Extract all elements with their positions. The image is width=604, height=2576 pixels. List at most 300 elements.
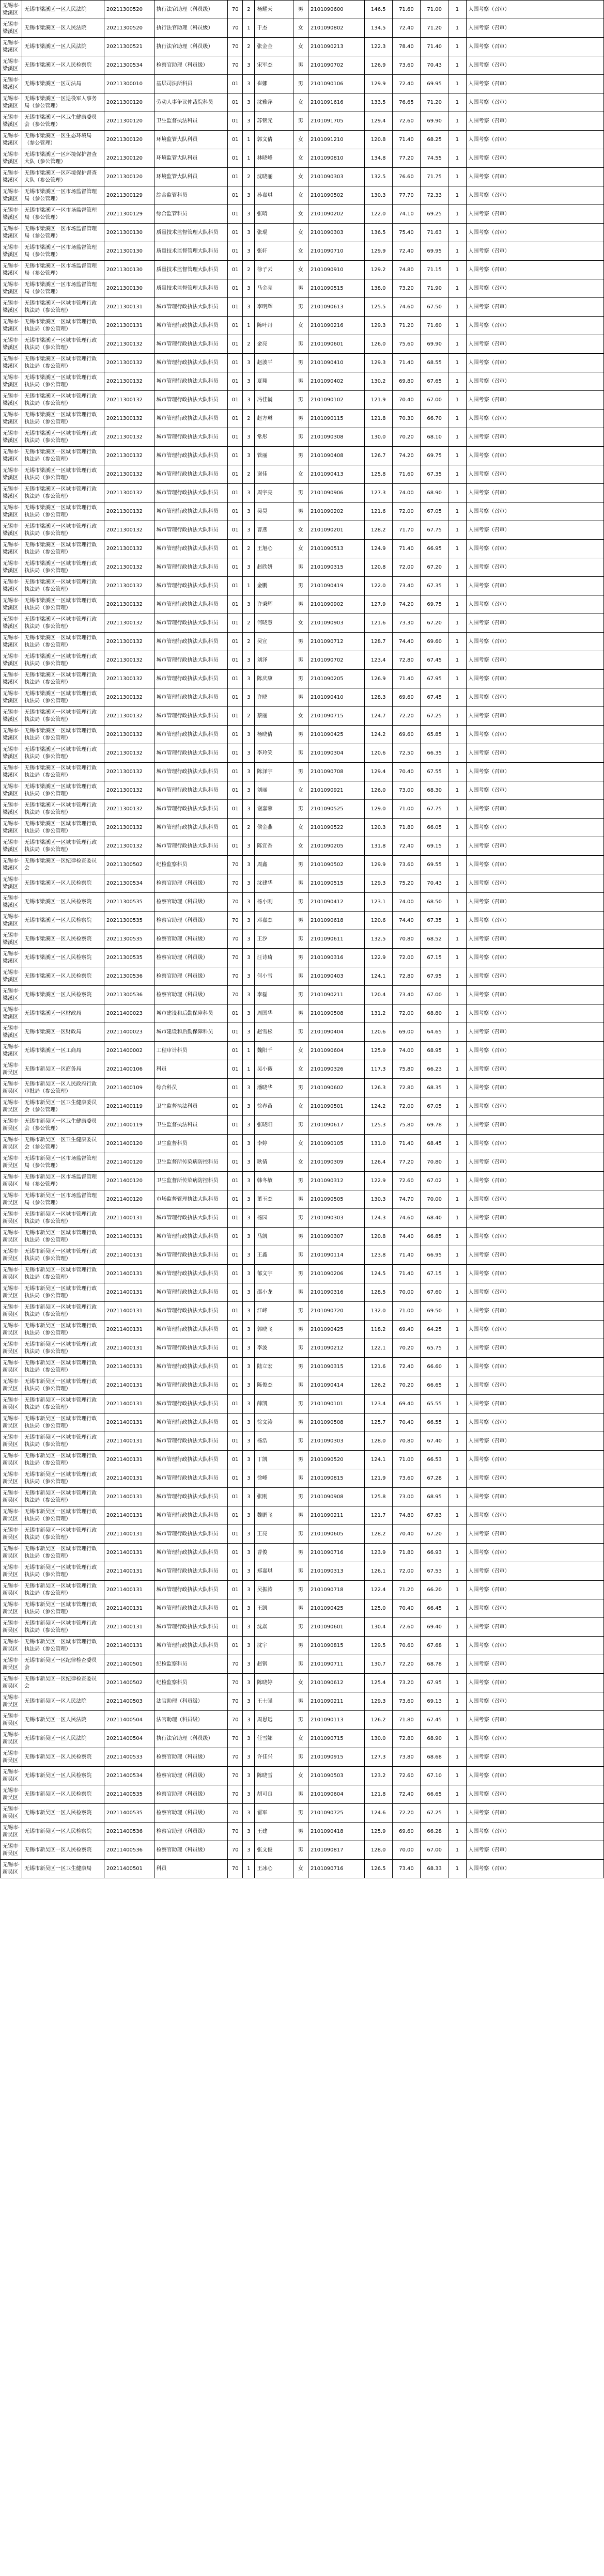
name-cell: 李玲笑 <box>255 744 293 763</box>
region-cell: 无锡市·梁溪区 <box>1 670 22 688</box>
agency-cell: 无锡市新吴区一区城市管理行政执法局（参公管理） <box>22 1321 104 1339</box>
interview-score-cell: 74.60 <box>392 298 420 317</box>
region-cell: 无锡市·梁溪区 <box>1 707 22 726</box>
status-cell: 人围考察（召审） <box>466 1116 604 1135</box>
table-row <box>1 967 604 986</box>
position-name-cell: 城市管理行政执法大队科员 <box>154 726 228 744</box>
total-score-cell: 67.65 <box>421 372 448 391</box>
interview-score-cell: 69.60 <box>392 726 420 744</box>
total-score-cell: 69.50 <box>421 1302 448 1321</box>
written-score-cell: 146.5 <box>364 1 392 19</box>
interview-score-cell: 73.60 <box>392 56 420 75</box>
agency-cell: 无锡市新吴区一区城市管理行政执法局（参公管理） <box>22 1544 104 1562</box>
region-cell: 无锡市·新吴区 <box>1 1116 22 1135</box>
subject-code-cell: 01 <box>228 131 243 149</box>
subject-code-cell: 01 <box>228 1562 243 1581</box>
table-row <box>1 131 604 149</box>
written-score-cell: 118.2 <box>364 1321 392 1339</box>
agency-cell: 无锡市新吴区一区人民检察院 <box>22 1767 104 1785</box>
status-cell: 人围考察（召审） <box>466 19 604 38</box>
gender-cell: 女 <box>293 131 308 149</box>
table-row <box>1 465 604 484</box>
quota-cell: 3 <box>243 1562 255 1581</box>
exam-id-cell: 2101090604 <box>308 1042 364 1060</box>
gender-cell: 男 <box>293 1451 308 1469</box>
total-score-cell: 67.83 <box>421 1506 448 1525</box>
rank-cell: 1 <box>448 1097 466 1116</box>
gender-cell: 男 <box>293 1283 308 1302</box>
agency-cell: 无锡市新吴区一区人民政府行政审批局（参公管理） <box>22 1079 104 1097</box>
written-score-cell: 132.5 <box>364 930 392 949</box>
status-cell: 人围考察（召审） <box>466 447 604 465</box>
total-score-cell: 67.45 <box>421 651 448 670</box>
exam-id-cell: 2101090715 <box>308 1730 364 1748</box>
region-cell: 无锡市·梁溪区 <box>1 633 22 651</box>
position-code-cell: 20211300120 <box>104 131 154 149</box>
written-score-cell: 129.3 <box>364 874 392 893</box>
total-score-cell: 69.15 <box>421 837 448 856</box>
interview-score-cell: 70.40 <box>392 1525 420 1544</box>
table-row <box>1 261 604 279</box>
name-cell: 董玉杰 <box>255 1190 293 1209</box>
status-cell: 人围考察（召审） <box>466 1432 604 1451</box>
gender-cell: 男 <box>293 1246 308 1265</box>
region-cell: 无锡市·新吴区 <box>1 1804 22 1823</box>
subject-code-cell: 01 <box>228 781 243 800</box>
gender-cell: 男 <box>293 633 308 651</box>
position-name-cell: 城市管理行政执法大队科员 <box>154 670 228 688</box>
written-score-cell: 123.4 <box>364 1395 392 1413</box>
total-score-cell: 68.35 <box>421 1079 448 1097</box>
region-cell: 无锡市·新吴区 <box>1 1097 22 1116</box>
status-cell: 人围考察（召审） <box>466 707 604 726</box>
name-cell: 林晓峰 <box>255 149 293 168</box>
status-cell: 人围考察（召审） <box>466 1246 604 1265</box>
subject-code-cell: 01 <box>228 75 243 93</box>
name-cell: 苏铭元 <box>255 112 293 131</box>
position-code-cell: 20211400504 <box>104 1711 154 1730</box>
status-cell: 人围考察（召审） <box>466 1358 604 1376</box>
position-code-cell: 20211400131 <box>104 1376 154 1395</box>
total-score-cell: 68.30 <box>421 781 448 800</box>
table-row <box>1 930 604 949</box>
exam-id-cell: 2101090303 <box>308 1209 364 1228</box>
written-score-cell: 129.9 <box>364 75 392 93</box>
total-score-cell: 67.95 <box>421 967 448 986</box>
total-score-cell: 67.25 <box>421 707 448 726</box>
total-score-cell: 66.55 <box>421 1413 448 1432</box>
table-row <box>1 1451 604 1469</box>
quota-cell: 3 <box>243 1135 255 1153</box>
agency-cell: 无锡市梁溪区一区城市管理行政执法局（参公管理） <box>22 428 104 447</box>
name-cell: 任雪娜 <box>255 1730 293 1748</box>
table-row <box>1 1395 604 1413</box>
rank-cell: 1 <box>448 688 466 707</box>
written-score-cell: 121.7 <box>364 1506 392 1525</box>
agency-cell: 无锡市梁溪区一区退役军人事务局（参公管理） <box>22 93 104 112</box>
subject-code-cell: 01 <box>228 1395 243 1413</box>
exam-id-cell: 2101090414 <box>308 1376 364 1395</box>
rank-cell: 1 <box>448 1618 466 1637</box>
gender-cell: 男 <box>293 1116 308 1135</box>
quota-cell: 3 <box>243 1823 255 1841</box>
region-cell: 无锡市·梁溪区 <box>1 744 22 763</box>
subject-code-cell: 70 <box>228 893 243 912</box>
rank-cell: 1 <box>448 800 466 819</box>
written-score-cell: 126.7 <box>364 447 392 465</box>
total-score-cell: 69.75 <box>421 447 448 465</box>
region-cell: 无锡市·梁溪区 <box>1 1042 22 1060</box>
table-row <box>1 614 604 633</box>
status-cell: 人围考察（召审） <box>466 688 604 707</box>
region-cell: 无锡市·新吴区 <box>1 1599 22 1618</box>
gender-cell: 男 <box>293 1618 308 1637</box>
status-cell: 人围考察（召审） <box>466 1060 604 1079</box>
total-score-cell: 68.95 <box>421 1488 448 1506</box>
status-cell: 人围考察（召审） <box>466 1637 604 1655</box>
written-score-cell: 117.3 <box>364 1060 392 1079</box>
table-row <box>1 595 604 614</box>
position-name-cell: 执行法官助理（科员级） <box>154 1 228 19</box>
table-row <box>1 1376 604 1395</box>
table-row <box>1 354 604 372</box>
position-name-cell: 卫生监督所传染病防控科员 <box>154 1153 228 1172</box>
quota-cell: 3 <box>243 1265 255 1283</box>
subject-code-cell: 70 <box>228 930 243 949</box>
position-name-cell: 法官助理（科员级） <box>154 1692 228 1711</box>
quota-cell: 3 <box>243 1116 255 1135</box>
rank-cell: 1 <box>448 874 466 893</box>
quota-cell: 1 <box>243 1060 255 1079</box>
rank-cell: 1 <box>448 298 466 317</box>
written-score-cell: 120.6 <box>364 912 392 930</box>
position-code-cell: 20211300132 <box>104 819 154 837</box>
name-cell: 崔娜 <box>255 75 293 93</box>
region-cell: 无锡市·新吴区 <box>1 1748 22 1767</box>
interview-score-cell: 76.60 <box>392 168 420 186</box>
status-cell: 人围考察（召审） <box>466 1488 604 1506</box>
table-row <box>1 1748 604 1767</box>
subject-code-cell: 01 <box>228 1228 243 1246</box>
interview-score-cell: 71.80 <box>392 1544 420 1562</box>
agency-cell: 无锡市新吴区一区人民法院 <box>22 1730 104 1748</box>
rank-cell: 1 <box>448 1079 466 1097</box>
rank-cell: 1 <box>448 38 466 56</box>
region-cell: 无锡市·梁溪区 <box>1 1023 22 1042</box>
region-cell: 无锡市·新吴区 <box>1 1265 22 1283</box>
total-score-cell: 66.35 <box>421 744 448 763</box>
written-score-cell: 126.5 <box>364 1860 392 1878</box>
status-cell: 人围考察（召审） <box>466 1785 604 1804</box>
table-row <box>1 577 604 595</box>
gender-cell: 男 <box>293 1711 308 1730</box>
exam-id-cell: 2101090402 <box>308 372 364 391</box>
exam-id-cell: 2101090105 <box>308 1135 364 1153</box>
subject-code-cell: 01 <box>228 1525 243 1544</box>
position-code-cell: 20211400023 <box>104 1023 154 1042</box>
interview-score-cell: 73.40 <box>392 986 420 1004</box>
region-cell: 无锡市·梁溪区 <box>1 595 22 614</box>
written-score-cell: 125.0 <box>364 1599 392 1618</box>
rank-cell: 1 <box>448 1190 466 1209</box>
name-cell: 陈叶丹 <box>255 317 293 335</box>
name-cell: 夏翔 <box>255 372 293 391</box>
position-code-cell: 20211400131 <box>104 1246 154 1265</box>
agency-cell: 无锡市梁溪区一区城市管理行政执法局（参公管理） <box>22 837 104 856</box>
status-cell: 人围考察（召审） <box>466 1376 604 1395</box>
total-score-cell: 71.20 <box>421 19 448 38</box>
position-name-cell: 城市管理行政执法大队科员 <box>154 1339 228 1358</box>
rank-cell: 1 <box>448 1823 466 1841</box>
exam-id-cell: 2101090211 <box>308 986 364 1004</box>
table-row <box>1 391 604 410</box>
total-score-cell: 71.63 <box>421 224 448 242</box>
table-row <box>1 1618 604 1637</box>
status-cell: 人围考察（召审） <box>466 1302 604 1321</box>
region-cell: 无锡市·新吴区 <box>1 1544 22 1562</box>
region-cell: 无锡市·新吴区 <box>1 1674 22 1692</box>
agency-cell: 无锡市梁溪区一区城市管理行政执法局（参公管理） <box>22 502 104 521</box>
region-cell: 无锡市·新吴区 <box>1 1711 22 1730</box>
table-row <box>1 205 604 224</box>
exam-id-cell: 2101090403 <box>308 967 364 986</box>
status-cell: 人围考察（召审） <box>466 1209 604 1228</box>
subject-code-cell: 70 <box>228 1674 243 1692</box>
table-row <box>1 410 604 428</box>
quota-cell: 3 <box>243 1488 255 1506</box>
status-cell: 人围考察（召审） <box>466 1618 604 1637</box>
name-cell: 徐子云 <box>255 261 293 279</box>
region-cell: 无锡市·新吴区 <box>1 1785 22 1804</box>
table-row <box>1 1506 604 1525</box>
exam-id-cell: 2101090505 <box>308 1190 364 1209</box>
exam-id-cell: 2101090114 <box>308 1246 364 1265</box>
table-row <box>1 1023 604 1042</box>
exam-id-cell: 2101090303 <box>308 1432 364 1451</box>
written-score-cell: 121.6 <box>364 614 392 633</box>
table-row <box>1 372 604 391</box>
written-score-cell: 121.6 <box>364 502 392 521</box>
gender-cell: 男 <box>293 391 308 410</box>
position-name-cell: 城市管理行政执法大队科员 <box>154 1618 228 1637</box>
name-cell: 吴振涛 <box>255 1581 293 1599</box>
region-cell: 无锡市·梁溪区 <box>1 558 22 577</box>
gender-cell: 男 <box>293 502 308 521</box>
name-cell: 李波 <box>255 1339 293 1358</box>
rank-cell: 1 <box>448 465 466 484</box>
status-cell: 人围考察（召审） <box>466 38 604 56</box>
written-score-cell: 122.0 <box>364 205 392 224</box>
table-row <box>1 1581 604 1599</box>
rank-cell: 1 <box>448 391 466 410</box>
written-score-cell: 128.7 <box>364 633 392 651</box>
position-code-cell: 20211300130 <box>104 242 154 261</box>
position-name-cell: 基层司法所科员 <box>154 75 228 93</box>
position-name-cell: 执行法官助理（科员级） <box>154 19 228 38</box>
status-cell: 人围考察（召审） <box>466 1525 604 1544</box>
position-name-cell: 检察官助理（科员级） <box>154 1785 228 1804</box>
name-cell: 周思远 <box>255 1711 293 1730</box>
quota-cell: 3 <box>243 1209 255 1228</box>
rank-cell: 1 <box>448 168 466 186</box>
exam-id-cell: 2101090309 <box>308 1153 364 1172</box>
exam-id-cell: 2101090725 <box>308 1804 364 1823</box>
exam-id-cell: 2101090303 <box>308 168 364 186</box>
exam-id-cell: 2101090716 <box>308 1860 364 1878</box>
gender-cell: 男 <box>293 1655 308 1674</box>
written-score-cell: 124.3 <box>364 1209 392 1228</box>
interview-score-cell: 71.00 <box>392 800 420 819</box>
interview-score-cell: 74.00 <box>392 893 420 912</box>
rank-cell: 1 <box>448 75 466 93</box>
table-row <box>1 19 604 38</box>
region-cell: 无锡市·新吴区 <box>1 1339 22 1358</box>
region-cell: 无锡市·新吴区 <box>1 1321 22 1339</box>
rank-cell: 1 <box>448 1060 466 1079</box>
exam-id-cell: 2101090206 <box>308 1265 364 1283</box>
total-score-cell: 70.00 <box>421 1190 448 1209</box>
table-row <box>1 1135 604 1153</box>
subject-code-cell: 01 <box>228 837 243 856</box>
rank-cell: 1 <box>448 56 466 75</box>
status-cell: 人围考察（召审） <box>466 1190 604 1209</box>
written-score-cell: 136.5 <box>364 224 392 242</box>
exam-id-cell: 2101090412 <box>308 893 364 912</box>
table-row <box>1 484 604 502</box>
position-name-cell: 检察官助理（科员级） <box>154 912 228 930</box>
interview-score-cell: 77.20 <box>392 149 420 168</box>
position-name-cell: 城市管理行政执法大队科员 <box>154 744 228 763</box>
interview-score-cell: 74.80 <box>392 261 420 279</box>
gender-cell: 女 <box>293 93 308 112</box>
position-name-cell: 执行法官助理（科员级） <box>154 38 228 56</box>
written-score-cell: 130.0 <box>364 1730 392 1748</box>
status-cell: 人围考察（召审） <box>466 726 604 744</box>
status-cell: 人围考察（召审） <box>466 112 604 131</box>
quota-cell: 1 <box>243 317 255 335</box>
status-cell: 人围考察（召审） <box>466 1655 604 1674</box>
name-cell: 张文俊 <box>255 1841 293 1860</box>
total-score-cell: 66.93 <box>421 1544 448 1562</box>
region-cell: 无锡市·梁溪区 <box>1 502 22 521</box>
gender-cell: 男 <box>293 1599 308 1618</box>
table-row <box>1 670 604 688</box>
status-cell: 人围考察（召审） <box>466 1283 604 1302</box>
interview-score-cell: 72.60 <box>392 1767 420 1785</box>
interview-score-cell: 73.60 <box>392 1469 420 1488</box>
name-cell: 郭晓飞 <box>255 1321 293 1339</box>
interview-score-cell: 75.40 <box>392 224 420 242</box>
subject-code-cell: 70 <box>228 874 243 893</box>
agency-cell: 无锡市梁溪区一区城市管理行政执法局（参公管理） <box>22 707 104 726</box>
rank-cell: 1 <box>448 279 466 298</box>
gender-cell: 男 <box>293 1302 308 1321</box>
name-cell: 吴小薇 <box>255 1060 293 1079</box>
subject-code-cell: 70 <box>228 1748 243 1767</box>
region-cell: 无锡市·梁溪区 <box>1 317 22 335</box>
written-score-cell: 128.2 <box>364 521 392 540</box>
quota-cell: 3 <box>243 949 255 967</box>
exam-id-cell: 2101090201 <box>308 521 364 540</box>
status-cell: 人围考察（召审） <box>466 1321 604 1339</box>
name-cell: 潘晓华 <box>255 1079 293 1097</box>
quota-cell: 2 <box>243 1 255 19</box>
total-score-cell: 68.45 <box>421 1135 448 1153</box>
rank-cell: 1 <box>448 1339 466 1358</box>
quota-cell: 3 <box>243 1228 255 1246</box>
gender-cell: 男 <box>293 1190 308 1209</box>
position-name-cell: 城市管理行政执法大队科员 <box>154 372 228 391</box>
exam-id-cell: 2101090513 <box>308 540 364 558</box>
agency-cell: 无锡市新吴区一区卫生健康委员会（参公管理） <box>22 1116 104 1135</box>
position-code-cell: 20211400131 <box>104 1413 154 1432</box>
gender-cell: 男 <box>293 1395 308 1413</box>
position-name-cell: 检察官助理（科员级） <box>154 1823 228 1841</box>
written-score-cell: 130.0 <box>364 428 392 447</box>
position-code-cell: 20211400131 <box>104 1469 154 1488</box>
table-row <box>1 1153 604 1172</box>
total-score-cell: 68.80 <box>421 1004 448 1023</box>
interview-score-cell: 72.80 <box>392 651 420 670</box>
name-cell: 蔡丽 <box>255 707 293 726</box>
status-cell: 人围考察（召审） <box>466 1599 604 1618</box>
name-cell: 徐峰 <box>255 1469 293 1488</box>
table-row <box>1 949 604 967</box>
gender-cell: 女 <box>293 242 308 261</box>
exam-id-cell: 2101090600 <box>308 1 364 19</box>
exam-id-cell: 2101090716 <box>308 1544 364 1562</box>
interview-score-cell: 78.40 <box>392 38 420 56</box>
region-cell: 无锡市·梁溪区 <box>1 149 22 168</box>
gender-cell: 男 <box>293 1339 308 1358</box>
status-cell: 人围考察（召审） <box>466 1748 604 1767</box>
quota-cell: 3 <box>243 912 255 930</box>
region-cell: 无锡市·梁溪区 <box>1 242 22 261</box>
exam-id-cell: 2101090326 <box>308 1060 364 1079</box>
written-score-cell: 129.5 <box>364 1637 392 1655</box>
agency-cell: 无锡市梁溪区一区市场监督管理局（参公管理） <box>22 224 104 242</box>
quota-cell: 3 <box>243 763 255 781</box>
interview-score-cell: 73.40 <box>392 1860 420 1878</box>
subject-code-cell: 01 <box>228 1358 243 1376</box>
name-cell: 沈宇 <box>255 1637 293 1655</box>
exam-id-cell: 2101090404 <box>308 1023 364 1042</box>
position-code-cell: 20211400131 <box>104 1358 154 1376</box>
written-score-cell: 122.3 <box>364 38 392 56</box>
name-cell: 杨耀天 <box>255 1 293 19</box>
gender-cell: 男 <box>293 800 308 819</box>
name-cell: 何晓慧 <box>255 614 293 633</box>
total-score-cell: 69.55 <box>421 856 448 874</box>
written-score-cell: 127.3 <box>364 1748 392 1767</box>
interview-score-cell: 75.80 <box>392 1060 420 1079</box>
subject-code-cell: 01 <box>228 1190 243 1209</box>
region-cell: 无锡市·新吴区 <box>1 1767 22 1785</box>
quota-cell: 3 <box>243 1767 255 1785</box>
agency-cell: 无锡市梁溪区一区人民检察院 <box>22 56 104 75</box>
status-cell: 人围考察（召审） <box>466 1395 604 1413</box>
table-row <box>1 1562 604 1581</box>
total-score-cell: 67.50 <box>421 298 448 317</box>
gender-cell: 男 <box>293 354 308 372</box>
region-cell: 无锡市·梁溪区 <box>1 168 22 186</box>
position-name-cell: 城市管理行政执法大队科员 <box>154 781 228 800</box>
total-score-cell: 68.50 <box>421 893 448 912</box>
agency-cell: 无锡市梁溪区一区城市管理行政执法局（参公管理） <box>22 614 104 633</box>
position-code-cell: 20211300132 <box>104 688 154 707</box>
gender-cell: 男 <box>293 1432 308 1451</box>
interview-score-cell: 72.80 <box>392 1730 420 1748</box>
